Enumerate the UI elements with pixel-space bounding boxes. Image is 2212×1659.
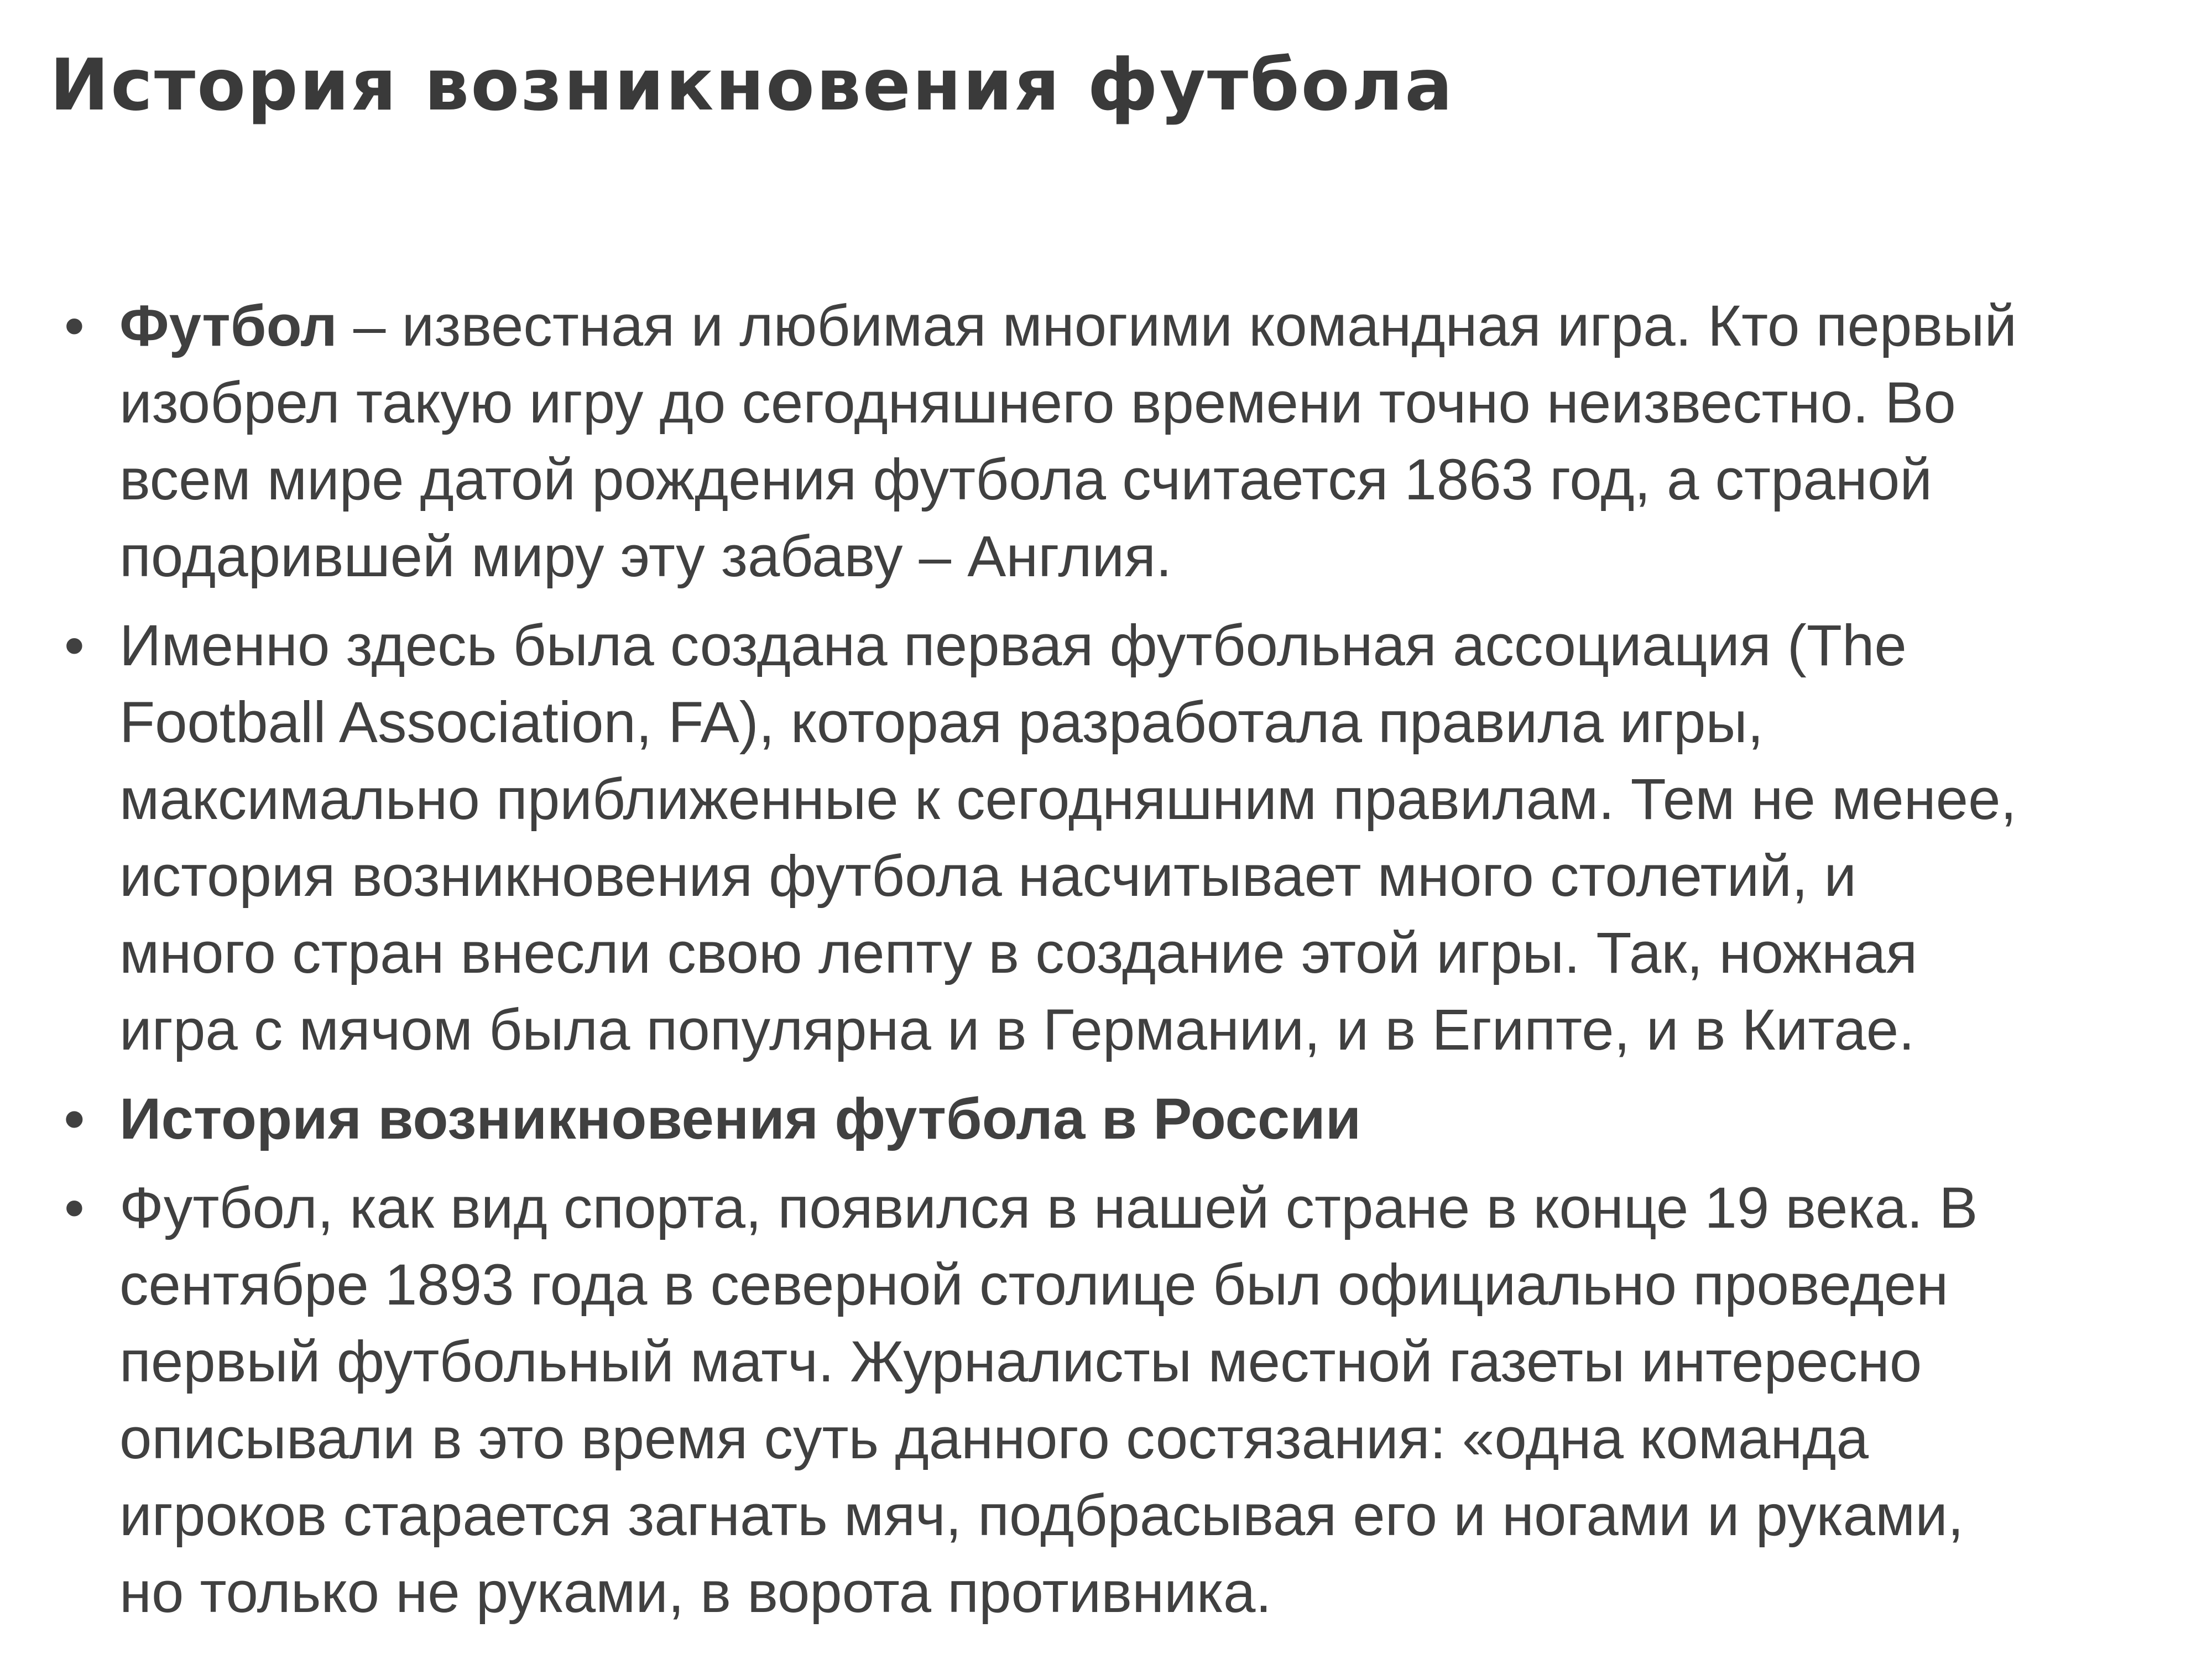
text-line: история возникновения футбола насчитывает много столетий, и xyxy=(119,844,1856,909)
bullet-icon: • xyxy=(64,1087,85,1151)
list-item-heading xyxy=(60,1081,2205,1157)
text-line: игроков старается загнать мяч, подбрасывая его и ногами и руками, xyxy=(119,1483,1964,1548)
text-line: первый футбольный матч. Журналисты местной газеты интересно xyxy=(119,1329,1922,1394)
text-line: всем мире датой рождения футбола считается 1863 год, а страной xyxy=(119,447,1932,512)
text-line: но только не руками, в ворота противника. xyxy=(119,1560,1272,1625)
text-line: Football Association, FA), которая разработала правила игры, xyxy=(119,690,1764,755)
bullet-icon: • xyxy=(64,294,85,358)
list-item xyxy=(60,607,2205,1068)
text-fragment: – известная и любимая многими командная игра. Кто первый xyxy=(337,294,2017,358)
section-heading: История возникновения футбола в России xyxy=(119,1087,1361,1151)
list-item xyxy=(60,288,2205,595)
text-line: Футбол, как вид спорта, появился в нашей стране в конце 19 века. В xyxy=(119,1176,1978,1240)
bullet-icon: • xyxy=(64,613,85,678)
bullet-icon: • xyxy=(64,1176,85,1240)
bold-term: Футбол xyxy=(119,294,337,358)
text-line: максимально приближенные к сегодняшним правилам. Тем не менее, xyxy=(119,767,2017,832)
text-line: изобрел такую игру до сегодняшнего времени точно неизвестно. Во xyxy=(119,371,1956,435)
slide-title: История возникновения футбола xyxy=(50,44,1454,127)
bullet-list xyxy=(60,288,2205,1643)
text-line: описывали в это время суть данного состязания: «одна команда xyxy=(119,1406,1869,1471)
text-line: сентябре 1893 года в северной столице был официально проведен xyxy=(119,1253,1949,1317)
text-line: Именно здесь была создана первая футбольная ассоциация (The xyxy=(119,613,1907,678)
text-line: игра с мячом была популярна и в Германии, и в Египте, и в Китае. xyxy=(119,998,1915,1062)
text-line: подарившей миру эту забаву – Англия. xyxy=(119,524,1172,589)
list-item xyxy=(60,1170,2205,1631)
text-line xyxy=(119,288,2205,364)
text-line: много стран внесли свою лепту в создание этой игры. Так, ножная xyxy=(119,921,1918,985)
